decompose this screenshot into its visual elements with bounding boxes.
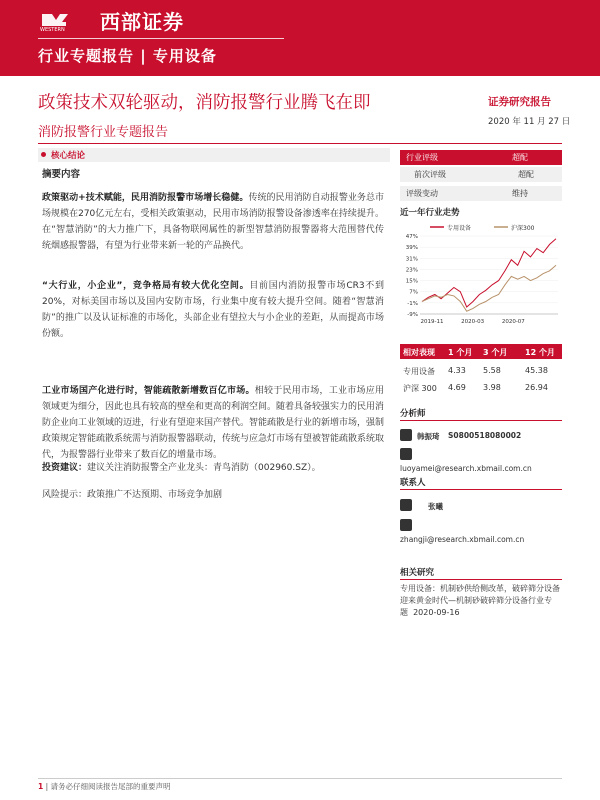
report-type: 证券研究报告 <box>488 96 551 108</box>
paragraph-body: 传统的民用消防自动报警业务总市场规模在270亿元左右，受相关政策驱动，民用市场消防报警设备渗透率在持续提升。在“智慧消防”的大力推广下，具备物联网属性的新型智慧消防报警器将大范围替代传统烟感报警器，有望为行业带来新一轮的产品换代。 <box>42 193 384 251</box>
perf-cell: 4.69 <box>448 383 466 392</box>
perf-header-cell: 12 个月 <box>525 348 555 357</box>
summary-heading: 摘要内容 <box>42 169 81 180</box>
analyst-cert: S0800518080002 <box>448 431 522 440</box>
bullet-icon <box>41 152 46 157</box>
disclaimer-note: 请务必仔细阅读报告尾部的重要声明 <box>50 782 171 791</box>
rating-value: 维持 <box>512 189 528 198</box>
divider <box>400 420 562 421</box>
person-icon <box>400 499 412 511</box>
divider <box>400 489 562 490</box>
paragraph-lead: 政策驱动+技术赋能，民用消防报警市场增长稳健。 <box>42 193 249 203</box>
paragraph-body: 建议关注消防报警全产业龙头：青鸟消防（002960.SZ）。 <box>87 463 321 473</box>
y-tick-label: 47% <box>405 234 418 240</box>
related-research-item[interactable] <box>400 583 562 619</box>
core-conclusion-bar <box>38 148 390 162</box>
divider <box>400 579 562 580</box>
title-rule <box>38 143 562 144</box>
rating-row <box>400 167 562 182</box>
y-tick-label: 7% <box>409 289 418 296</box>
svg-text:WESTERN: WESTERN <box>40 27 65 32</box>
perf-cell: 5.58 <box>483 366 501 375</box>
paragraph-lead: “大行业，小企业”，竞争格局有较大优化空间。 <box>42 281 250 291</box>
summary-paragraph-1 <box>42 190 384 254</box>
logo-text: 西部证券 <box>100 10 184 34</box>
paragraph-lead: 工业市场国产化进行时，智能疏散新增数百亿市场。 <box>42 386 255 396</box>
western-logo-icon <box>38 8 94 32</box>
analyst-email[interactable]: luoyamei@research.xbmail.com.cn <box>400 464 532 473</box>
contact-heading: 联系人 <box>400 478 426 488</box>
footer-rule <box>38 778 562 779</box>
risk-warning: 风险提示：政策推广不达预期、市场竞争加剧 <box>42 490 223 500</box>
perf-cell: 专用设备 <box>403 367 435 376</box>
y-tick-label: 31% <box>405 256 418 263</box>
core-conclusion-label: 核心结论 <box>51 151 86 161</box>
header-divider <box>38 38 284 39</box>
y-tick-label: 15% <box>405 278 418 285</box>
perf-header-cell: 相对表现 <box>403 348 435 357</box>
report-subtitle: 消防报警行业专题报告 <box>38 125 169 140</box>
y-tick-label: -1% <box>407 300 418 307</box>
perf-cell: 4.33 <box>448 366 466 375</box>
related-date: 2020-09-16 <box>413 608 460 617</box>
contact-email[interactable]: zhangji@research.xbmail.com.cn <box>400 535 525 544</box>
paragraph-body: 目前国内消防报警市场CR3不到20%，对标美国市场以及国内安防市场，行业集中度有较大提升空间。随着“智慧消防”的推广以及认证标准的市场化，头部企业有望拉大与小企业的差距，从而提高市场份额。 <box>42 281 384 339</box>
footer: 1 | 请务必仔细阅读报告尾部的重要声明 <box>38 782 171 791</box>
perf-cell: 沪深 300 <box>403 384 437 393</box>
perf-header-cell: 1 个月 <box>448 348 473 357</box>
person-icon <box>400 429 412 441</box>
rating-row <box>400 186 562 201</box>
rating-row <box>400 150 562 165</box>
email-icon <box>400 519 412 531</box>
rating-label: 行业评级 <box>406 153 438 162</box>
related-text: 专用设备：机制砂供给侧改革，破碎筛分设备迎来黄金时代—机制砂破碎筛分设备行业专题 <box>400 584 560 617</box>
contact-name: 张曦 <box>428 502 443 511</box>
paragraph-body: 相较于民用市场，工业市场应用领域更为细分，因此也具有较高的壁垒和更高的利润空间。随着具备较强实力的民用消防企业向工业领域的迈进，行业有望迎来国产替代。智能疏散是行业的新增市场，强制政策规定智能疏散系统需与消防报警器联动，传统与应急灯市场有望被智能疏散系统取代，为报警器行业带来了数百亿的增量市场。 <box>42 386 385 460</box>
rating-value: 超配 <box>518 170 534 179</box>
series-line <box>422 265 556 311</box>
legend-label: 沪深300 <box>511 225 535 232</box>
legend-label: 专用设备 <box>447 225 472 232</box>
rating-value: 超配 <box>512 153 528 162</box>
page-number: 1 <box>38 782 44 791</box>
report-title: 政策技术双轮驱动，消防报警行业腾飞在即 <box>38 93 371 113</box>
perf-cell: 26.94 <box>525 383 548 392</box>
perf-chart-title: 近一年行业走势 <box>400 208 460 218</box>
header-subtitle: 行业专题报告 | 专用设备 <box>38 47 217 65</box>
rating-label: 评级变动 <box>406 189 438 198</box>
perf-cell: 3.98 <box>483 383 501 392</box>
y-tick-label: 39% <box>405 245 418 252</box>
report-date: 2020 年 11 月 27 日 <box>488 117 571 127</box>
related-research-heading: 相关研究 <box>400 568 435 578</box>
email-icon <box>400 448 412 460</box>
analyst-heading: 分析师 <box>400 409 426 419</box>
perf-line-chart <box>398 218 562 328</box>
y-tick-label: 23% <box>405 267 418 274</box>
paragraph-lead: 投资建议： <box>42 463 88 473</box>
summary-paragraph-3 <box>42 383 384 463</box>
x-tick-label: 2019-11 <box>420 319 444 325</box>
analyst-name: 韩振琦 <box>417 432 440 441</box>
x-tick-label: 2020-07 <box>501 319 525 325</box>
perf-cell: 45.38 <box>525 366 548 375</box>
summary-paragraph-2 <box>42 278 384 342</box>
rating-label: 前次评级 <box>414 170 446 179</box>
x-tick-label: 2020-03 <box>461 319 485 325</box>
investment-advice <box>42 460 384 476</box>
perf-header-cell: 3 个月 <box>483 348 508 357</box>
y-tick-label: -9% <box>407 312 418 318</box>
